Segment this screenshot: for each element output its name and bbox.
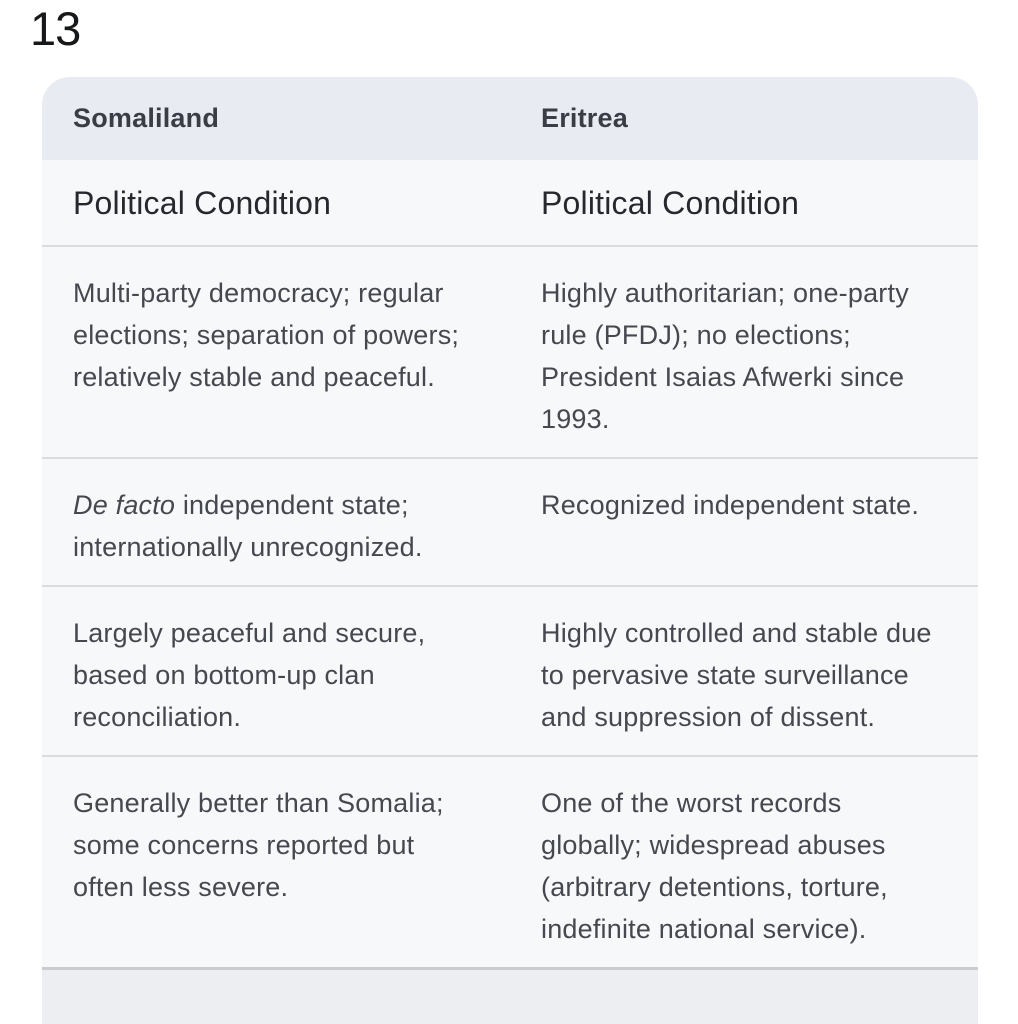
cell-text: independent state; internationally unrecognized.	[73, 490, 423, 562]
table-row	[42, 755, 978, 967]
table-row	[42, 245, 978, 457]
table-row	[42, 457, 978, 585]
cell-somaliland-politics: Multi-party democracy; regular elections; separation of powers; relatively stable and peaceful.	[73, 278, 460, 392]
cell-somaliland-security: Largely peaceful and secure, based on bottom-up clan reconciliation.	[73, 618, 426, 732]
table-subheader-row	[42, 160, 978, 245]
column-header-somaliland: Somaliland	[73, 103, 220, 133]
cell-eritrea-recognition: Recognized independent state.	[541, 490, 920, 520]
cell-eritrea-security: Highly controlled and stable due to pervasive state surveillance and suppression of dissent.	[541, 618, 932, 732]
cell-somaliland-recognition	[42, 484, 510, 568]
page-number: 13	[30, 2, 81, 55]
next-row-peek	[42, 967, 978, 1024]
column-header-eritrea: Eritrea	[541, 103, 628, 133]
italic-lead: De facto	[73, 490, 176, 520]
cell-somaliland-rights: Generally better than Somalia; some concerns reported but often less severe.	[73, 788, 444, 902]
cell-eritrea-rights: One of the worst records globally; widespread abuses (arbitrary detentions, torture, indefinite national service).	[541, 788, 888, 944]
table-row	[42, 585, 978, 755]
cell-eritrea-politics: Highly authoritarian; one-party rule (PFDJ); no elections; President Isaias Afwerki since 1993.	[541, 278, 909, 434]
subheader-somaliland: Political Condition	[73, 185, 332, 221]
table-header-row	[42, 77, 978, 160]
comparison-table	[42, 77, 978, 1024]
subheader-eritrea: Political Condition	[541, 185, 800, 221]
